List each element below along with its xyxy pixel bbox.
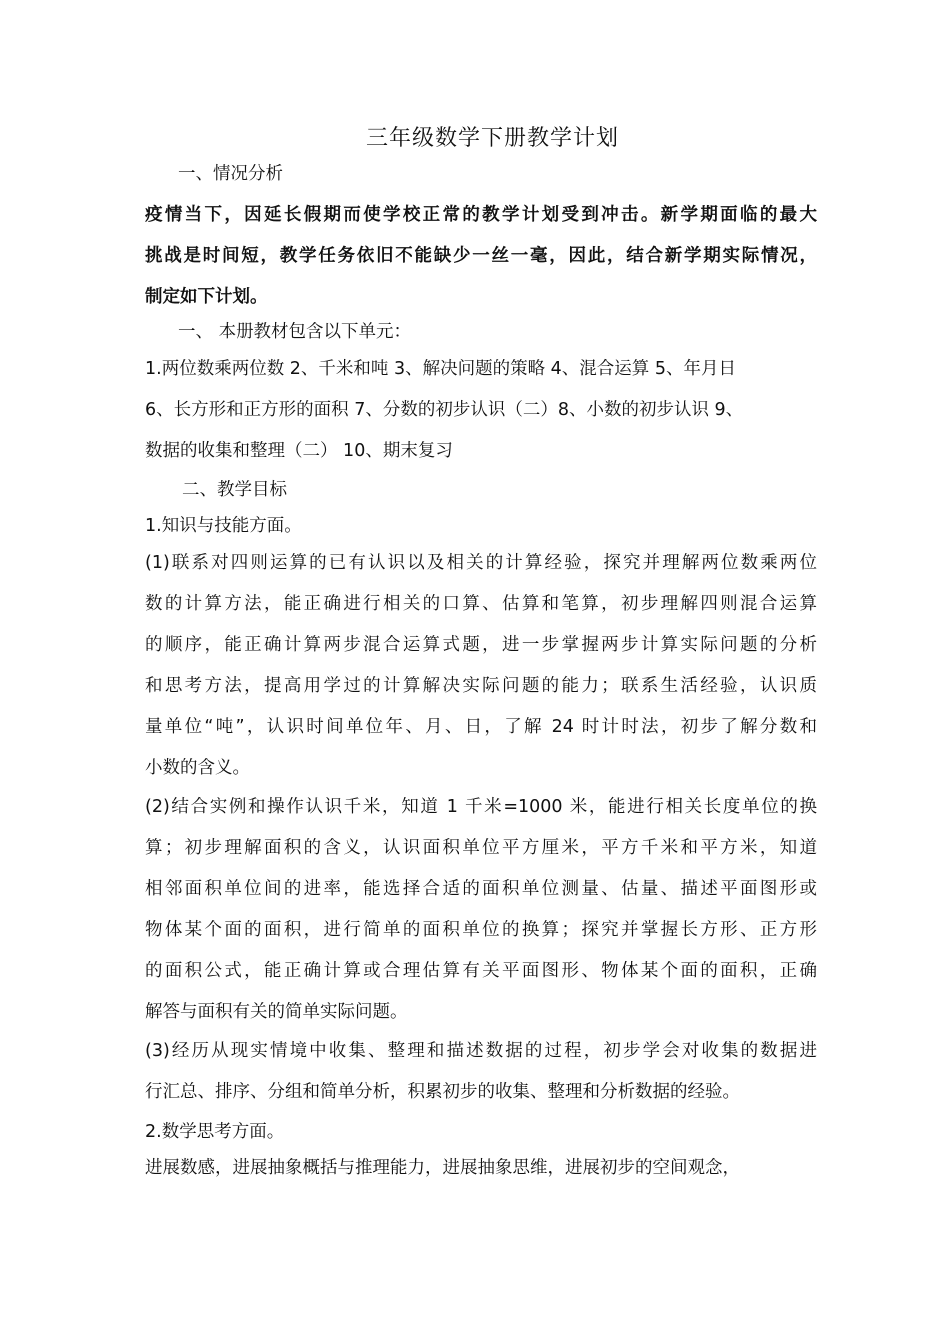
paragraph-line: 数的计算方法，能正确进行相关的口算、估算和笔算，初步理解四则混合运算 xyxy=(145,594,817,614)
paragraph-line: 行汇总、排序、分组和简单分析，积累初步的收集、整理和分析数据的经验。 xyxy=(145,1082,740,1102)
paragraph-line: 物体某个面的面积，进行简单的面积单位的换算；探究并掌握长方形、正方形 xyxy=(145,920,817,940)
paragraph-line: 1.两位数乘两位数 2、千米和吨 3、解决问题的策略 4、混合运算 5、年月日 xyxy=(145,359,736,379)
paragraph-line: 的顺序，能正确计算两步混合运算式题，进一步掌握两步计算实际问题的分析 xyxy=(145,635,817,655)
paragraph-line: 算；初步理解面积的含义，认识面积单位平方厘米，平方千米和平方米，知道 xyxy=(145,838,817,858)
paragraph-line: 相邻面积单位间的进率，能选择合适的面积单位测量、估量、描述平面图形或 xyxy=(145,879,817,899)
paragraph-line: 疫情当下，因延长假期而使学校正常的教学计划受到冲击。新学期面临的最大 xyxy=(145,205,817,225)
paragraph-line: 挑战是时间短，教学任务依旧不能缺少一丝一毫，因此，结合新学期实际情况， xyxy=(145,246,817,266)
section-heading-units: 一、 本册教材包含以下单元： xyxy=(178,322,412,342)
section-heading-goals: 二、教学目标 xyxy=(182,480,287,500)
paragraph-line: 和思考方法，提高用学过的计算解决实际问题的能力；联系生活经验，认识质 xyxy=(145,676,817,696)
subheading-knowledge: 1.知识与技能方面。 xyxy=(145,516,302,536)
paragraph-line: 小数的含义。 xyxy=(145,758,250,778)
paragraph-line: 进展数感，进展抽象概括与推理能力，进展抽象思维，进展初步的空间观念， xyxy=(145,1158,740,1178)
paragraph-line: (3)经历从现实情境中收集、整理和描述数据的过程，初步学会对收集的数据进 xyxy=(145,1041,817,1061)
document-title: 三年级数学下册教学计划 xyxy=(365,126,619,151)
paragraph-line: 数据的收集和整理（二） 10、期末复习 xyxy=(145,441,453,461)
paragraph-line: 的面积公式，能正确计算或合理估算有关平面图形、物体某个面的面积，正确 xyxy=(145,961,817,981)
section-heading-situation: 一、情况分析 xyxy=(178,164,283,184)
paragraph-line: (2)结合实例和操作认识千米，知道 1 千米=1000 米，能进行相关长度单位的换 xyxy=(145,797,817,817)
paragraph-line: 解答与面积有关的简单实际问题。 xyxy=(145,1002,408,1022)
paragraph-line: 制定如下计划。 xyxy=(145,287,268,307)
subheading-math-thinking: 2.数学思考方面。 xyxy=(145,1122,285,1142)
paragraph-line: (1)联系对四则运算的已有认识以及相关的计算经验，探究并理解两位数乘两位 xyxy=(145,553,817,573)
paragraph-line: 6、长方形和正方形的面积 7、分数的初步认识（二）8、小数的初步认识 9、 xyxy=(145,400,744,420)
paragraph-line: 量单位“吨”，认识时间单位年、月、日，了解 24 时计时法，初步了解分数和 xyxy=(145,717,817,737)
